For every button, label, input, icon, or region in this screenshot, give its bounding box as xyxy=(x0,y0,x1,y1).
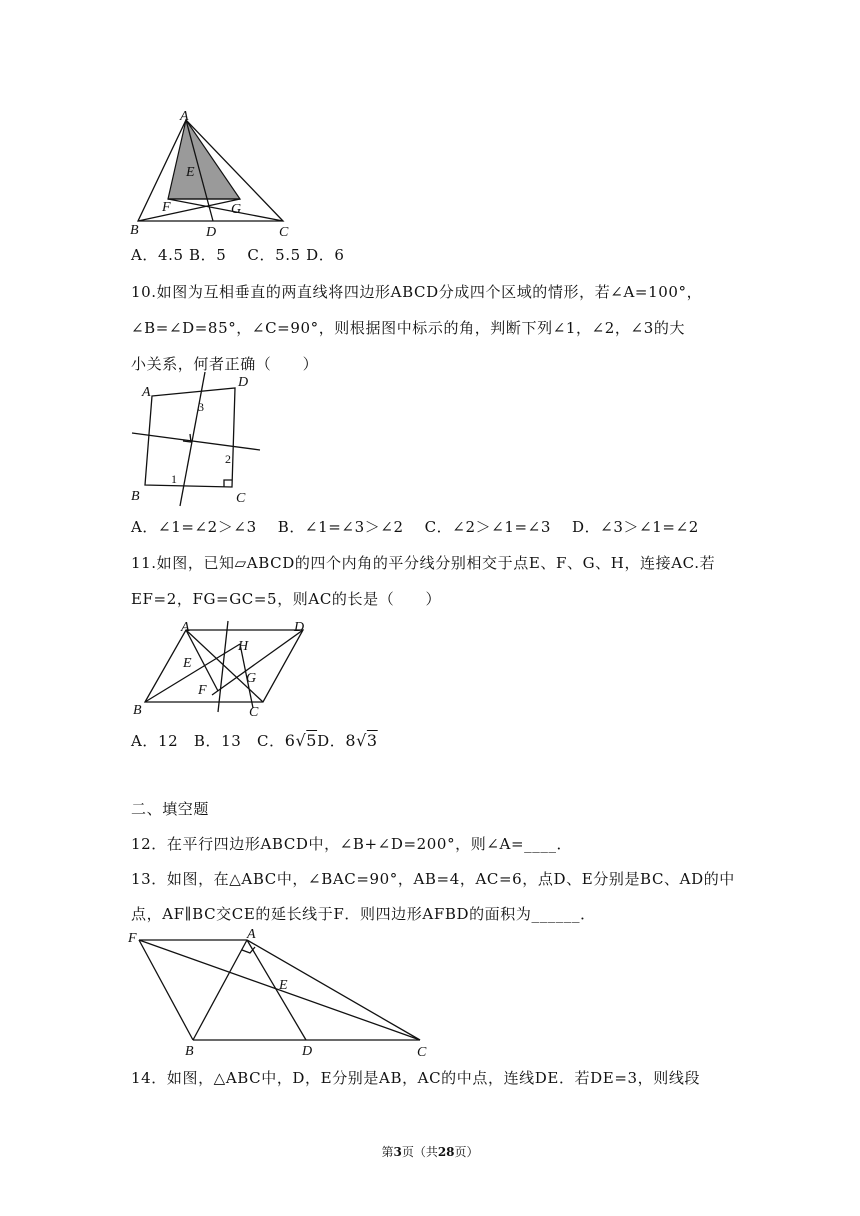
q11-figure xyxy=(128,616,318,721)
footer-suffix: 页） xyxy=(454,1145,479,1159)
footer-page-number: 3 xyxy=(393,1145,402,1159)
label-e: E xyxy=(186,165,195,180)
q11-option-d-coef: 8 xyxy=(345,731,357,750)
q11-options-ab: A．12 B．13 C． xyxy=(131,732,285,750)
angle-3-label: 3 xyxy=(198,400,204,414)
footer-mid: 页（共 xyxy=(401,1145,438,1159)
parallelogram-abcd xyxy=(145,621,303,712)
q10-figure xyxy=(128,370,268,510)
angle-2-label: 2 xyxy=(225,452,231,466)
q11-option-d-label: D． xyxy=(317,732,346,750)
label-b: B xyxy=(185,1044,194,1059)
label-b: B xyxy=(130,223,139,238)
q13-line1: 13．如图，在△ABC中，∠BAC=90°，AB=4，AC=6，点D、E分别是BC、AD的中 xyxy=(131,870,735,888)
page-footer xyxy=(0,1143,860,1160)
label-f: F xyxy=(162,200,171,215)
label-d: D xyxy=(294,620,305,635)
q10-line1: 10.如图为互相垂直的两直线将四边形ABCD分成四个区域的情形，若∠A=100°， xyxy=(131,283,703,301)
label-g: G xyxy=(246,671,257,686)
q11-option-c-coef: 6 xyxy=(284,731,296,750)
label-g: G xyxy=(231,202,242,217)
label-c: C xyxy=(417,1045,427,1060)
label-c: C xyxy=(236,491,246,506)
q13-figure xyxy=(126,922,436,1062)
q11-line1: 11.如图，已知▱ABCD的四个内角的平分线分别相交于点E、F、G、H，连接AC.若 xyxy=(131,554,716,572)
label-e: E xyxy=(183,656,192,671)
q14-line1: 14．如图，△ABC中，D，E分别是AB，AC的中点，连线DE．若DE=3，则线段 xyxy=(131,1069,701,1087)
label-f: F xyxy=(198,683,207,698)
angle-1-label: 1 xyxy=(171,472,177,486)
label-c: C xyxy=(249,705,259,720)
q11-option-c-expr: 6√5 xyxy=(284,731,318,750)
label-b: B xyxy=(133,703,142,718)
q10-options: A．∠1=∠2＞∠3 B．∠1=∠3＞∠2 C．∠2＞∠1=∠3 D．∠3＞∠1=∠2 xyxy=(131,518,699,536)
q11-option-d-expr: 8√3 xyxy=(345,731,378,750)
q10-line2: ∠B=∠D=85°，∠C=90°，则根据图中标示的角，判断下列∠1，∠2，∠3的大 xyxy=(131,319,686,337)
q11-options xyxy=(131,731,378,751)
q13-line2: 点，AF∥BC交CE的延长线于F．则四边形AFBD的面积为______． xyxy=(131,905,596,923)
q9-options: A．4.5 B．5 C．5.5 D．6 xyxy=(131,246,345,264)
label-a: A xyxy=(181,620,190,635)
label-b: B xyxy=(131,489,140,504)
footer-prefix: 第 xyxy=(381,1145,394,1159)
q11-line2: EF=2，FG=GC=5，则AC的长是（ ） xyxy=(131,590,442,608)
label-a: A xyxy=(180,109,189,124)
q11-option-c-rad: 5 xyxy=(306,731,318,750)
label-a: A xyxy=(247,927,256,942)
q10-line3: 小关系，何者正确（ ） xyxy=(131,355,319,373)
q11-option-d-rad: 3 xyxy=(366,731,378,750)
label-c: C xyxy=(279,225,289,238)
label-f: F xyxy=(128,931,137,946)
label-a: A xyxy=(142,385,151,400)
label-h: H xyxy=(238,639,249,654)
section-title: 二、填空题 xyxy=(131,800,210,818)
label-d: D xyxy=(302,1044,313,1059)
label-e: E xyxy=(279,978,288,993)
label-d: D xyxy=(238,375,249,390)
footer-total-pages: 28 xyxy=(437,1145,455,1159)
quadrilateral-abcd xyxy=(132,372,260,506)
label-d: D xyxy=(206,225,217,238)
q9-figure xyxy=(128,108,298,238)
q12-text: 12．在平行四边形ABCD中，∠B+∠D=200°，则∠A=____． xyxy=(131,835,573,853)
